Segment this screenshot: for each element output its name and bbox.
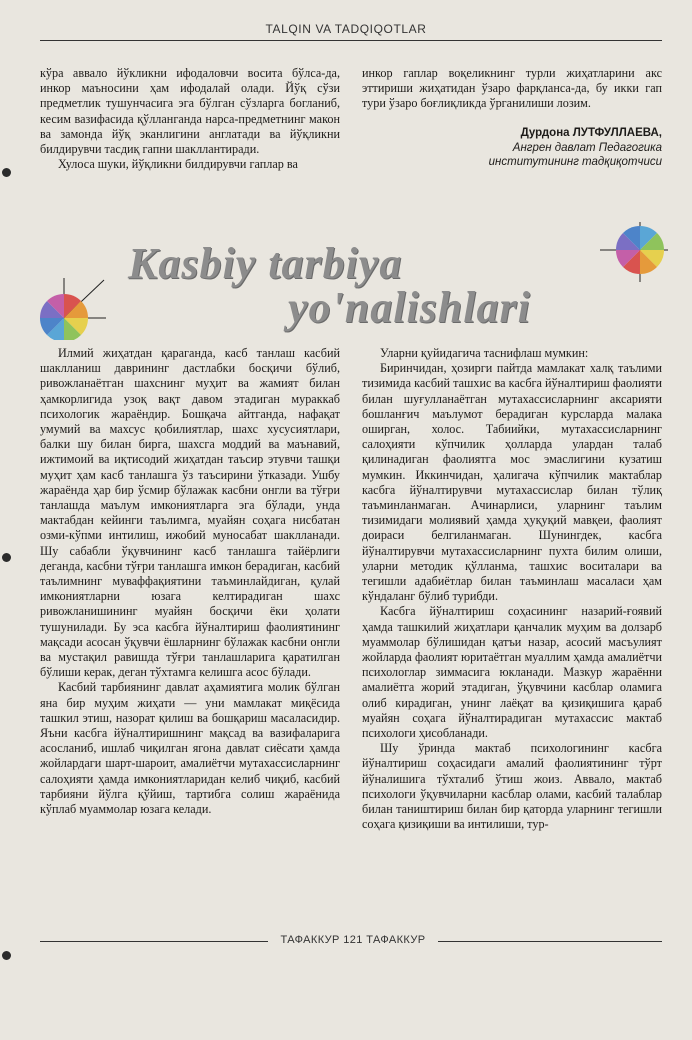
paragraph: Шу ўринда мактаб психологининг касбга йўналтириш соҳасидаги амалий фаолиятининг тўрт йўналишига тўхталиб ўтиш жоиз. Аввало, мактаб психологи ўқувчиларни касблар олами, касбий талаблар билан таништириш билан бир қаторда уларнинг тегишли соҳага қизиқиши ва интилиши, тур- bbox=[362, 741, 662, 832]
paragraph: Биринчидан, ҳозирги пайтда мамлакат халқ таълими тизимида касбий ташхис ва касбга йўналтириш фаолияти билан шуғулланаётган мутахассисларнинг аксарияти бошланғич маълумот берадиган курсларда малака оширган, холос. Табиийки, мутахассисларнинг салоҳияти кўпчилик ҳолларда улардан талаб қилинадиган фаолиятга мос эмаслигини кузатиш мумкин. Иккинчидан, ҳалигача кўпчилик мактаблар касбга йўналтирувчи мутахассислар билан тўлиқ таъминланмаган. Ачинарлиси, уларнинг таълим тизимидаги молиявий ҳамда ҳуқуқий мавқеи, фаолият доираси белгиланмаган. Шунингдек, касбга йўналтирувчи мутахассисларнинг пухта билим олиши, уларни методик қўлланма, ташхис воситалари ва тегишли адабиётлар билан таъминлаш масаласи ҳам кўндаланг бўлиб турибди. bbox=[362, 361, 662, 604]
paragraph: Касбий тарбиянинг давлат аҳамиятига молик бўлган яна бир муҳим жиҳати — уни мамлакат миқёсида ташкил этиш, назорат қилиш ва бошқариш масаласидир. Яъни касбга йўналтиришнинг мақсад ва вазифаларига асосланиб, ишлаб чиқилган ягона давлат сиёсати ҳамда жойлардаги шарт-шароит, амалиётчи мутахассисларнинг салоҳияти ҳамда имкониятларидан келиб чиқиб, касбий тарбияни йўлга қўйиш, тартибга солиш жараёнида кўплаб муаммолар юзага келади. bbox=[40, 680, 340, 817]
author-signature bbox=[362, 126, 662, 169]
paragraph: Касбга йўналтириш соҳасининг назарий-ғоявий ҳамда ташкилий жиҳатлари қанчалик муҳим ва долзарб муаммолар бўлишидан қатъи назар, асосий масъулият жойларда фаолият юритаётган муаллим ҳамда амалиётчи психологлар зиммасига юкланади. Мазкур жараённи амалиётга жорий этадиган, ўқувчини касблар оламига олиб кирадиган, унинг лаёқат ва қизиқишига қараб муайян соҳага йўналтирадиган мутахассис мактаб психологи ҳисобланади. bbox=[362, 604, 662, 741]
article-title-block bbox=[0, 220, 692, 340]
article-title-line-2: yo'nalishlari bbox=[288, 283, 531, 332]
paragraph: инкор гаплар воқеликнинг турли жиҳатларини акс эттириши жиҳатидан ўзаро фарқланса-да, бу икки гап тури ўзаро боғлиқликда ўрганилиши лозим. bbox=[362, 66, 662, 111]
author-name: Дурдона ЛУТФУЛЛАЕВА, bbox=[520, 126, 662, 139]
paragraph: Хулоса шуки, йўқликни билдирувчи гаплар ва bbox=[58, 157, 298, 172]
footer-page-label: ТАФАККУР 121 ТАФАККУР bbox=[280, 934, 426, 946]
header-rule bbox=[40, 40, 662, 41]
color-wheel-ornament-right bbox=[600, 222, 668, 282]
paragraph: Илмий жиҳатдан қараганда, касб танлаш касбий шаклланиш даврининг дастлабки босқичи бўлиб, ривожланаётган шахснинг муҳит ва жамият билан ҳамкорлигида узоқ вақт давом этадиган мураккаб психологик жараёндир. Бошқача айтганда, нафақат умумий ва махсус қобилиятлар, шахс хусусиятлари, балки шу билан бирга, шахсга моддий ва маънавий, ижтимоий ва иқтисодий жиҳатдан таъсир этувчи ташқи муҳит ҳам касб танлашга ўз таъсирини ўтказади. Ушбу жараёнда ҳар бир ўсмир бўлажак касбни онгли ва тўғри танлашда маълум имкониятларга эга бўлади, унда мактабдан кейинги таълимга, муайян соҳага нисбатан озми-кўпми интилиш, ижобий муносабат шаклланади. Шу сабабли ўқувчининг касб танлашга тайёрлиги деганда, касбни тўғри танлашга имкон берадиган, касбий таълимнинг муваффақиятини таъминлайдиган, қулай имкониятларни юзага келтирадиган шахс ривожланишининг муайян босқичи ёки ҳолати тушунилади. Бу эса касбга йўналтириш фаолиятининг мақсади асосан ўқувчи ёшларнинг бўлажак касбни онгли ва мустақил равишда тўғри танлашларига қаратилган бўлиши керак, деган тўхтамга келишга асос бўлади. bbox=[40, 346, 340, 680]
article-left-column bbox=[40, 346, 340, 817]
color-wheel-ornament-left bbox=[40, 278, 106, 340]
previous-article-left-column bbox=[40, 66, 340, 172]
paragraph: кўра аввало йўкликни ифодаловчи восита бўлса-да, инкор маъносини ҳам ифодалай олади. Йўқ сўзи предметлик тушунчасига эга бўлган сўзларга богланиб, кесим вазифасида қўлланганда нарса-предметнинг макон ва замонда йўқ эканлигини англатади ва йўқликни билдирувчи тасдиқ гапни шакллантиради. bbox=[40, 66, 340, 157]
author-affiliation-line: Ангрен давлат Педагогика bbox=[512, 141, 662, 154]
paragraph: Уларни қуйидагича таснифлаш мумкин: bbox=[380, 346, 589, 360]
footer-rule bbox=[40, 941, 268, 942]
article-title-line-1: Kasbiy tarbiya bbox=[128, 239, 403, 288]
running-header: TALQIN VA TADQIQOTLAR bbox=[265, 22, 427, 36]
article-right-column bbox=[362, 346, 662, 833]
binder-hole bbox=[2, 168, 11, 177]
binder-hole bbox=[2, 553, 11, 562]
footer-rule bbox=[438, 941, 662, 942]
previous-article-right-column bbox=[362, 66, 662, 169]
author-affiliation-line: институтининг тадқиқотчиси bbox=[488, 155, 662, 168]
binder-hole bbox=[2, 951, 11, 960]
